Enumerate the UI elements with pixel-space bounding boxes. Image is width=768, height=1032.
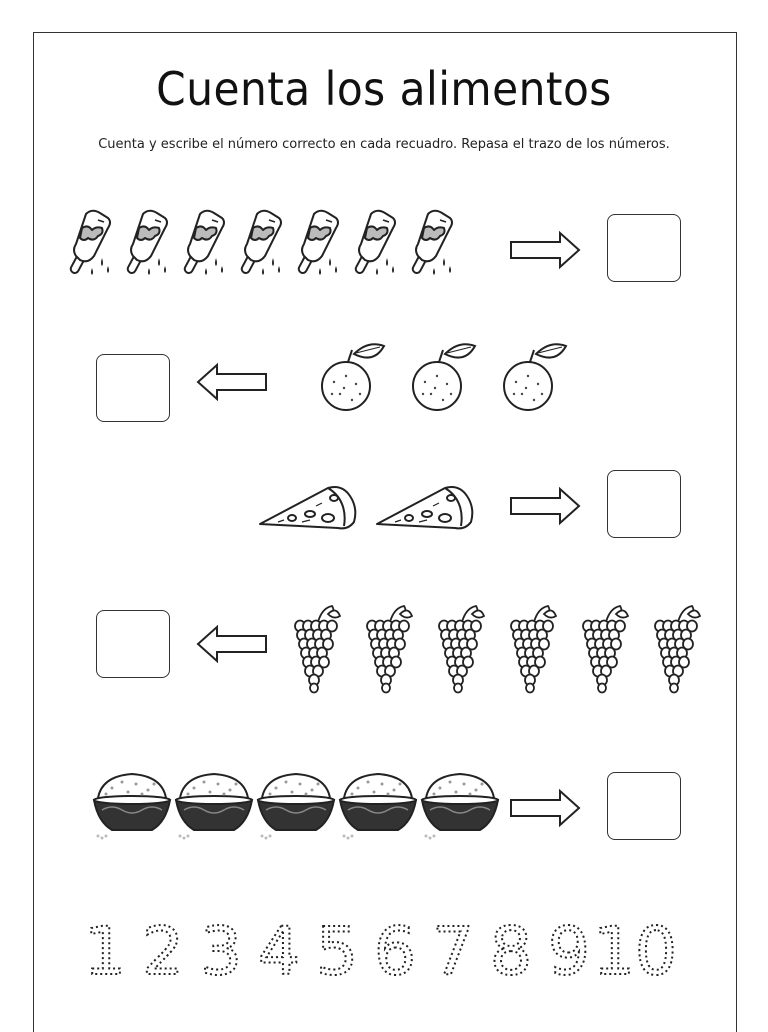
- tracing-digit-10: [593, 912, 677, 990]
- tracing-digit-label: 2: [142, 913, 184, 990]
- answer-box[interactable]: [96, 354, 170, 422]
- tracing-digit-label: 1: [84, 913, 126, 990]
- grapes-icon: [436, 604, 486, 696]
- arrow-right-icon: [508, 788, 582, 828]
- tracing-digit-6: [370, 912, 420, 990]
- popsicle-icon: [353, 208, 401, 280]
- grapes-icon: [364, 604, 414, 696]
- answer-box[interactable]: [607, 214, 681, 282]
- tracing-digit-9: [544, 912, 594, 990]
- rice-bowl-icon: [338, 764, 418, 844]
- grapes-icon: [652, 604, 702, 696]
- count-row-grapes: [0, 596, 768, 696]
- arrow-left-icon: [195, 624, 269, 664]
- popsicle-icon: [296, 208, 344, 280]
- tracing-digit-label: 9: [548, 913, 590, 990]
- tracing-digit-label: 5: [316, 913, 358, 990]
- tracing-digit-1: [80, 912, 130, 990]
- rice-bowl-icon: [92, 764, 172, 844]
- orange-icon: [409, 342, 477, 416]
- tracing-digit-3: [196, 912, 246, 990]
- pizza-slice-icon: [258, 480, 360, 532]
- count-row-oranges: [0, 340, 768, 440]
- rice-bowl-icon: [256, 764, 336, 844]
- count-row-rice: [0, 760, 768, 860]
- tracing-digit-2: [138, 912, 188, 990]
- grapes-icon: [508, 604, 558, 696]
- arrow-left-icon: [195, 362, 269, 402]
- pizza-slice-icon: [375, 480, 477, 532]
- grapes-icon: [292, 604, 342, 696]
- count-row-popsicles: [0, 200, 768, 300]
- answer-box[interactable]: [607, 470, 681, 538]
- answer-box[interactable]: [607, 772, 681, 840]
- instructions-text: Cuenta y escribe el número correcto en cada recuadro. Repasa el trazo de los números.: [98, 137, 670, 152]
- tracing-digit-4: [254, 912, 304, 990]
- arrow-right-icon: [508, 486, 582, 526]
- tracing-digit-8: [486, 912, 536, 990]
- rice-bowl-icon: [420, 764, 500, 844]
- tracing-digit-label: 4: [258, 913, 300, 990]
- popsicle-icon: [182, 208, 230, 280]
- popsicle-icon: [125, 208, 173, 280]
- page-title: Cuenta los alimentos: [156, 62, 612, 116]
- tracing-digit-label: 8: [490, 913, 532, 990]
- tracing-digit-label: 3: [200, 913, 242, 990]
- tracing-digits: [80, 912, 700, 990]
- orange-icon: [500, 342, 568, 416]
- popsicle-icon: [239, 208, 287, 280]
- answer-box[interactable]: [96, 610, 170, 678]
- arrow-right-icon: [508, 230, 582, 270]
- count-row-pizza: [0, 458, 768, 558]
- popsicle-icon: [68, 208, 116, 280]
- tracing-digit-label: 10: [593, 913, 677, 990]
- orange-icon: [318, 342, 386, 416]
- tracing-digit-label: 6: [374, 913, 416, 990]
- rice-bowl-icon: [174, 764, 254, 844]
- popsicle-icon: [410, 208, 458, 280]
- tracing-digit-7: [428, 912, 478, 990]
- tracing-digit-5: [312, 912, 362, 990]
- tracing-digit-label: 7: [432, 913, 474, 990]
- grapes-icon: [580, 604, 630, 696]
